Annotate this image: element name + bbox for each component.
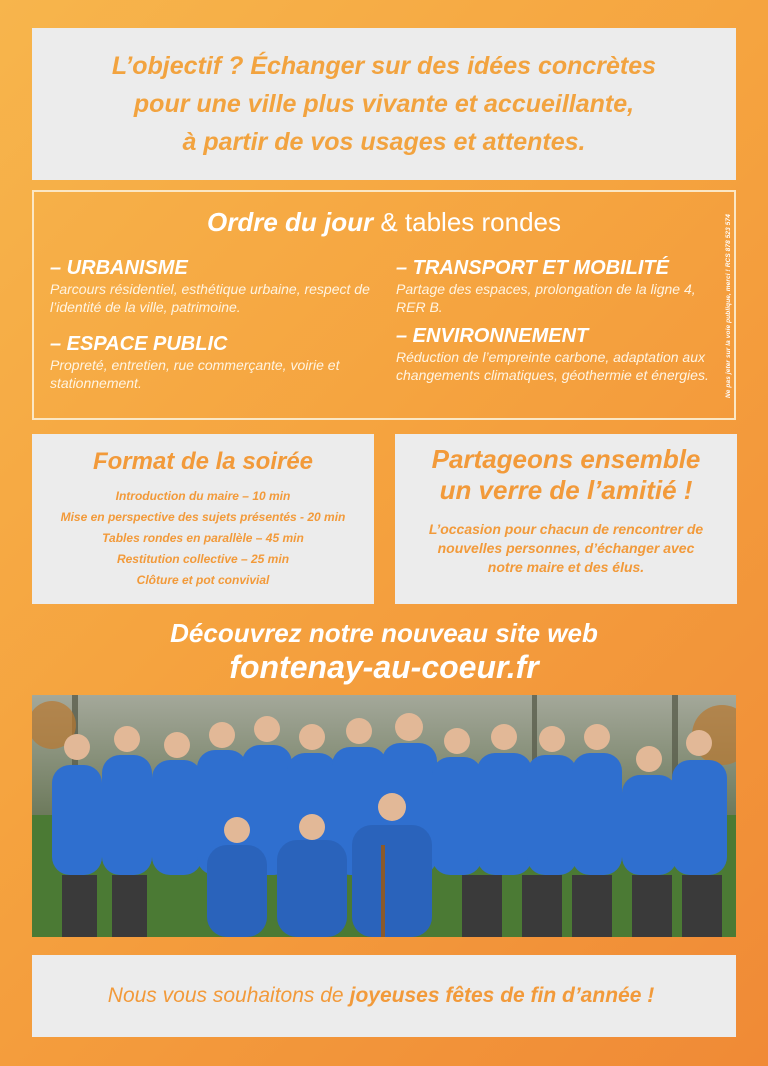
objective-line-2: pour une ville plus vivante et accueillante, [133,90,635,118]
objective-line-1: L’objectif ? Échanger sur des idées concrètes [111,52,657,80]
agenda-title: Ordre du jour & tables rondes [206,207,561,237]
website-url[interactable]: fontenay-au-coeur.fr [229,649,539,685]
website-promo [0,617,768,685]
format-item: Mise en perspective des sujets présentés - 20 min [60,510,346,524]
objective-line-3: à partir de vos usages et attentes. [182,128,586,156]
format-list [32,486,374,591]
objective-panel [32,28,736,180]
legal-note: Ne pas jeter sur la voie publique, merci ! RCS 878 523 574 [725,214,732,398]
share-panel [395,434,737,604]
topic-transport: – TRANSPORT ET MOBILITÉ Partage des espaces, prolongation de la ligne 4, RER B. [396,257,696,315]
format-title: Format de la soirée [92,448,314,475]
share-title: Partageons ensemble un verre de l’amitié ! [431,444,701,505]
topic-environnement: – ENVIRONNEMENT Réduction de l’empreinte carbone, adaptation aux changements climatiques, géothermie et énergies. [396,325,709,383]
agenda-panel [32,190,736,420]
format-item: Introduction du maire – 10 min [115,489,291,503]
group-photo [32,695,736,937]
format-panel [32,434,374,604]
share-text: L’occasion pour chacun de rencontrer de nouvelles personnes, d’échanger avec notre maire et des élus. [428,521,704,575]
topic-urbanisme: – URBANISME Parcours résidentiel, esthétique urbaine, respect de l’identité de la ville, patrimoine. [50,257,370,315]
topic-espace-public: – ESPACE PUBLIC Propreté, entretien, rue commerçante, voirie et stationnement. [50,333,340,391]
website-intro: Découvrez notre nouveau site web [170,618,598,648]
format-item: Tables rondes en parallèle – 45 min [102,531,304,545]
wishes-panel: Nous vous souhaitons de joyeuses fêtes de fin d’année ! [32,955,736,1037]
format-item: Restitution collective – 25 min [116,552,290,566]
format-item: Clôture et pot convivial [136,573,270,587]
group-photo-illustration [32,695,736,937]
